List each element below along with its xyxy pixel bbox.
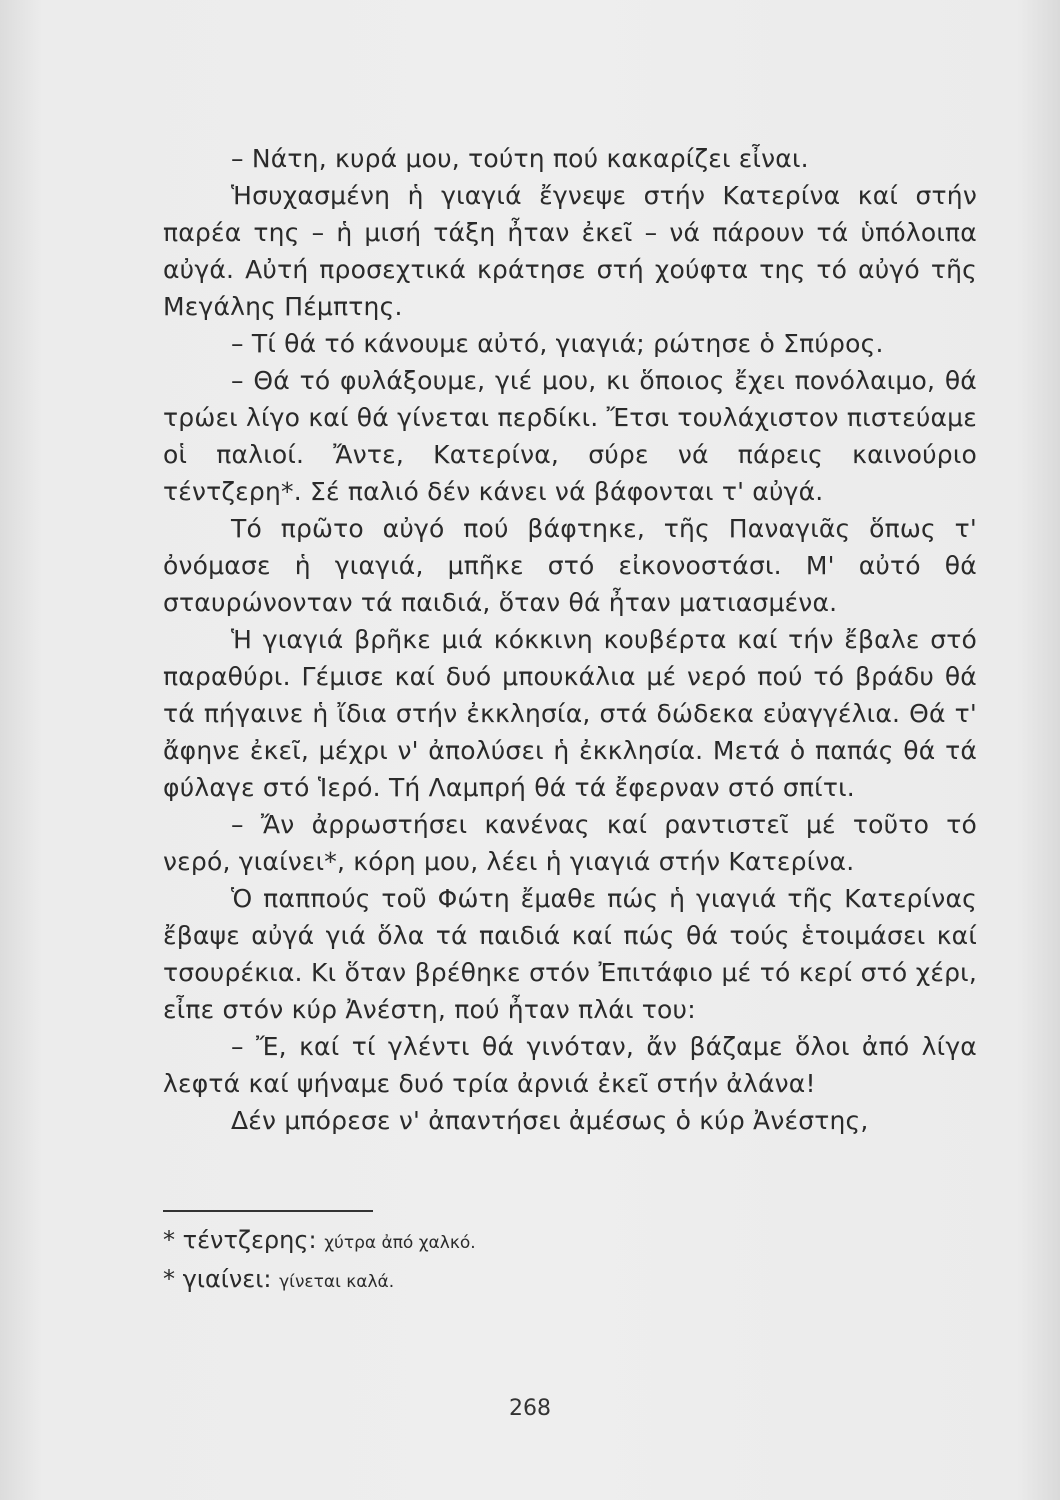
footnote-term: * γιαίνει: <box>163 1265 272 1293</box>
footnote-term: * τέντζερης: <box>163 1226 317 1254</box>
paragraph: – Ἄν ἀρρωστήσει κανένας καί ραντιστεῖ μέ τοῦτο τό νερό, γιαίνει*, κόρη μου, λέει ἡ γιαγιά στήν Κατερίνα. <box>163 810 977 876</box>
paragraph: – Ἔ, καί τί γλέντι θά γινόταν, ἄν βάζαμε ὅλοι ἀπό λίγα λεφτά καί ψήναμε δυό τρία ἀρνιά ἐκεῖ στήν ἀλάνα! <box>163 1032 977 1098</box>
main-text <box>163 140 977 1139</box>
paragraph: Ὁ παππούς τοῦ Φώτη ἔμαθε πώς ἡ γιαγιά τῆς Κατερίνας ἔβαψε αὐγά γιά ὅλα τά παιδιά καί πώς θά τούς ἑτοιμάσει καί τσουρέκια. Κι ὅταν βρέθηκε στόν Ἐπιτάφιο μέ τό κερί στό χέρι, εἶπε στόν κύρ Ἀνέστη, πού ἦταν πλάι του: <box>163 884 977 1024</box>
footnote-definition: γίνεται καλά. <box>279 1272 395 1292</box>
footnote <box>163 1261 763 1300</box>
paragraph: Ἡ γιαγιά βρῆκε μιά κόκκινη κουβέρτα καί τήν ἔβαλε στό παραθύρι. Γέμισε καί δυό μπουκάλια μέ νερό πού τό βράδυ θά τά πήγαινε ἡ ἴδια στήν ἐκκλησία, στά δώδεκα εὐαγγέλια. Θά τ' ἄφηνε ἐκεῖ, μέχρι ν' ἀπολύσει ἡ ἐκκλησία. Μετά ὁ παπάς θά τά φύλαγε στό Ἱερό. Τή Λαμπρή θά τά ἔφερναν στό σπίτι. <box>163 625 977 802</box>
footnotes <box>163 1222 763 1300</box>
paragraph: – Τί θά τό κάνουμε αὐτό, γιαγιά; ρώτησε ὁ Σπύρος. <box>231 329 884 358</box>
footnote <box>163 1222 763 1261</box>
footnote-definition: χύτρα ἀπό χαλκό. <box>324 1233 476 1253</box>
paragraph: Ἡσυχασμένη ἡ γιαγιά ἔγνεψε στήν Κατερίνα καί στήν παρέα της – ἡ μισή τάξη ἦταν ἐκεῖ – νά πάρουν τά ὑπόλοιπα αὐγά. Αὐτή προσεχτικά κράτησε στή χούφτα της τό αὐγό τῆς Μεγάλης Πέμπτης. <box>163 181 977 321</box>
page-number: 268 <box>509 1396 551 1421</box>
paragraph: Τό πρῶτο αὐγό πού βάφτηκε, τῆς Παναγιᾶς ὅπως τ' ὀνόμασε ἡ γιαγιά, μπῆκε στό εἰκονοστάσι. Μ' αὐτό θά σταυρώνονταν τά παιδιά, ὅταν θά ἦταν ματιασμένα. <box>163 514 977 617</box>
paragraph: – Νάτη, κυρά μου, τούτη πού κακαρίζει εἶναι. <box>231 144 809 173</box>
paragraph: Δέν μπόρεσε ν' ἀπαντήσει ἀμέσως ὁ κύρ Ἀνέστης, <box>231 1106 869 1135</box>
footnote-divider <box>163 1210 373 1212</box>
paragraph: – Θά τό φυλάξουμε, γιέ μου, κι ὅποιος ἔχει πονόλαιμο, θά τρώει λίγο καί θά γίνεται περδίκι. Ἔτσι τουλάχιστον πιστεύαμε οἱ παλιοί. Ἄντε, Κατερίνα, σύρε νά πάρεις καινούριο τέντζερη*. Σέ παλιό δέν κάνει νά βάφονται τ' αὐγά. <box>163 366 977 506</box>
